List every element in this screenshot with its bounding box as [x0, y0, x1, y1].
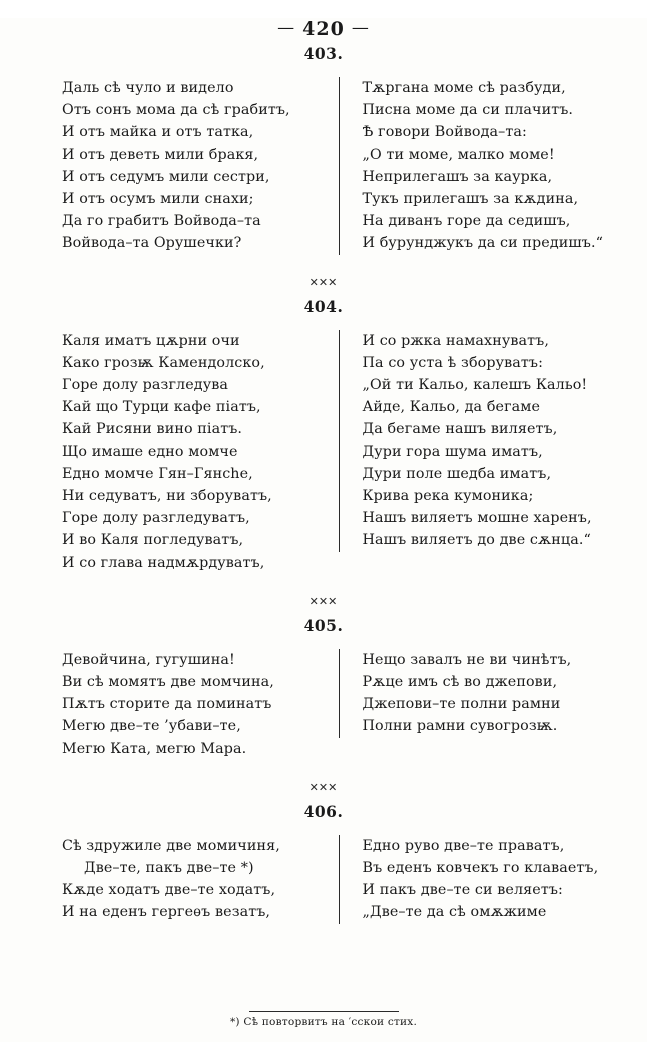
verse-line: Пѫтъ сторите да поминатъ — [62, 696, 272, 713]
verse-line: Мегю Ката, мегю Мара. — [62, 740, 247, 757]
song-number: 406. — [303, 801, 344, 821]
footnote-rule — [249, 1011, 399, 1012]
verse-line: И отъ седумъ мили сестри, — [62, 168, 270, 185]
verse-line: Полни рамни сувогрозѭ. — [362, 718, 558, 735]
song-columns — [0, 835, 647, 924]
verse-line: Каля иматъ цѫрни очи — [62, 332, 240, 349]
verse-line: На диванъ горе да седишъ, — [362, 213, 571, 230]
header-dash-left: — — [277, 18, 296, 38]
song-column-left — [62, 835, 339, 924]
verse-line: „Две–те да сѣ омѫжиме — [362, 904, 547, 921]
verse-line: Отъ сонъ мома да сѣ грабитъ, — [62, 102, 290, 119]
ornament-icon: ✕✕✕ — [309, 594, 338, 608]
verse-line: Рѫце имъ сѣ во джепови, — [362, 674, 558, 691]
verse-line: И пакъ две–те си веляетъ: — [362, 882, 563, 899]
verse-line: Ѣ говори Войвода–та: — [362, 124, 527, 141]
verse-line: Джепови–те полни рамни — [362, 696, 561, 713]
verse-line: „Ой ти Кальо, калешъ Кальо! — [362, 377, 588, 394]
page-header — [0, 18, 647, 40]
verse-line: Да го грабитъ Войвода–та — [62, 213, 261, 230]
verse-line: И со глава надмѫрдуватъ, — [62, 554, 265, 571]
verse-line: Що имаше едно момче — [62, 443, 238, 460]
verse-line: Да бегаме нашъ виляетъ, — [362, 421, 558, 438]
verse-line: И бурунджукъ да си предишъ.“ — [362, 235, 604, 252]
song-column-right — [339, 835, 617, 924]
verse-line: Нашъ виляетъ до две сѫнца.“ — [362, 532, 591, 549]
verse-line: Нещо завалъ не ви чинѣтъ, — [362, 651, 572, 668]
verse-line: Войвода–та Орушечки? — [62, 235, 242, 252]
verse-line: Ни седуватъ, ни зборуватъ, — [62, 488, 272, 505]
song-columns — [0, 330, 647, 574]
song-columns — [0, 77, 647, 255]
verse-line: Айде, Кальо, да бегаме — [362, 399, 541, 416]
verse-line: Мегю две–те ’убави–те, — [62, 718, 241, 735]
verse-line: Како грозѭ Камендолско, — [62, 354, 265, 371]
verse-line: И на еденъ гергеѳъ везатъ, — [62, 904, 271, 921]
verse-line: Горе долу разгледува — [62, 377, 228, 394]
header-dash-right: — — [351, 18, 370, 38]
page-number: 420 — [302, 18, 345, 40]
verse-line: И отъ осумъ мили снахи; — [62, 191, 254, 208]
verse-line: Тѫргана моме сѣ разбуди, — [362, 80, 566, 96]
verse-line: Въ еденъ ковчекъ го клаваетъ, — [362, 860, 599, 877]
ornament-icon: ✕✕✕ — [309, 275, 338, 289]
verse-line: Девойчина, гугушина! — [62, 651, 235, 668]
verse-line: Даль сѣ чуло и видело — [62, 80, 234, 96]
verse-line: Неприлегашъ за каурка, — [362, 168, 553, 185]
song-block — [0, 297, 647, 574]
verse-line: Горе долу разгледуватъ, — [62, 510, 250, 527]
verse-line: Едно руво две–те праватъ, — [362, 837, 565, 854]
song-number: 404. — [303, 296, 344, 316]
verse-line: Дури гора шума иматъ, — [362, 443, 543, 460]
song-block — [0, 802, 647, 924]
verse-line: Две–те, пакъ две–те *) — [84, 860, 254, 877]
verse-line: Нашъ виляетъ мошне харенъ, — [362, 510, 592, 527]
ornament-icon: ✕✕✕ — [309, 780, 338, 794]
song-column-right — [339, 649, 617, 738]
verse-line: Крива река кумоника; — [362, 488, 534, 505]
verse-line: И отъ майка и отъ татка, — [62, 124, 254, 141]
song-columns — [0, 649, 647, 760]
verse-line: Писна моме да си плачитъ. — [362, 102, 574, 119]
section-divider — [0, 271, 647, 289]
verse-line: И во Каля погледуватъ, — [62, 532, 244, 549]
verse-line: Дури поле шедба иматъ, — [362, 465, 552, 482]
verse-line: И отъ деветь мили бракя, — [62, 146, 259, 163]
song-block — [0, 44, 647, 255]
song-number: 403. — [303, 44, 344, 63]
verse-line: Па со уста ѣ зборуватъ: — [362, 354, 544, 371]
section-divider — [0, 776, 647, 794]
verse-line: И со ржка намахнуватъ, — [362, 332, 549, 349]
verse-line: Тукъ прилегашъ за кѫдина, — [362, 191, 579, 208]
verse-line: Сѣ здружиле две момичиня, — [62, 837, 280, 854]
song-column-left — [62, 649, 339, 760]
document-page — [0, 18, 647, 1042]
song-column-left — [62, 77, 339, 255]
verse-line: Кѫде ходатъ две–те ходатъ, — [62, 882, 276, 899]
song-column-left — [62, 330, 339, 574]
song-column-right — [339, 330, 617, 552]
song-column-right — [339, 77, 617, 255]
song-number: 405. — [303, 615, 344, 635]
verse-line: Едно момче Гян–Гянche, — [62, 465, 253, 482]
footnote — [0, 1011, 647, 1028]
section-divider — [0, 590, 647, 608]
footnote-text: *) Сѣ повторвитъ на ′сскои стих. — [229, 1016, 418, 1028]
verse-line: Ви сѣ момятъ две момчина, — [62, 674, 274, 691]
verse-line: Кай що Турци кафе піатъ, — [62, 399, 261, 416]
verse-line: „О ти моме, малко моме! — [362, 146, 555, 163]
song-block — [0, 616, 647, 760]
verse-line: Кай Рисяни вино піатъ. — [62, 421, 243, 438]
